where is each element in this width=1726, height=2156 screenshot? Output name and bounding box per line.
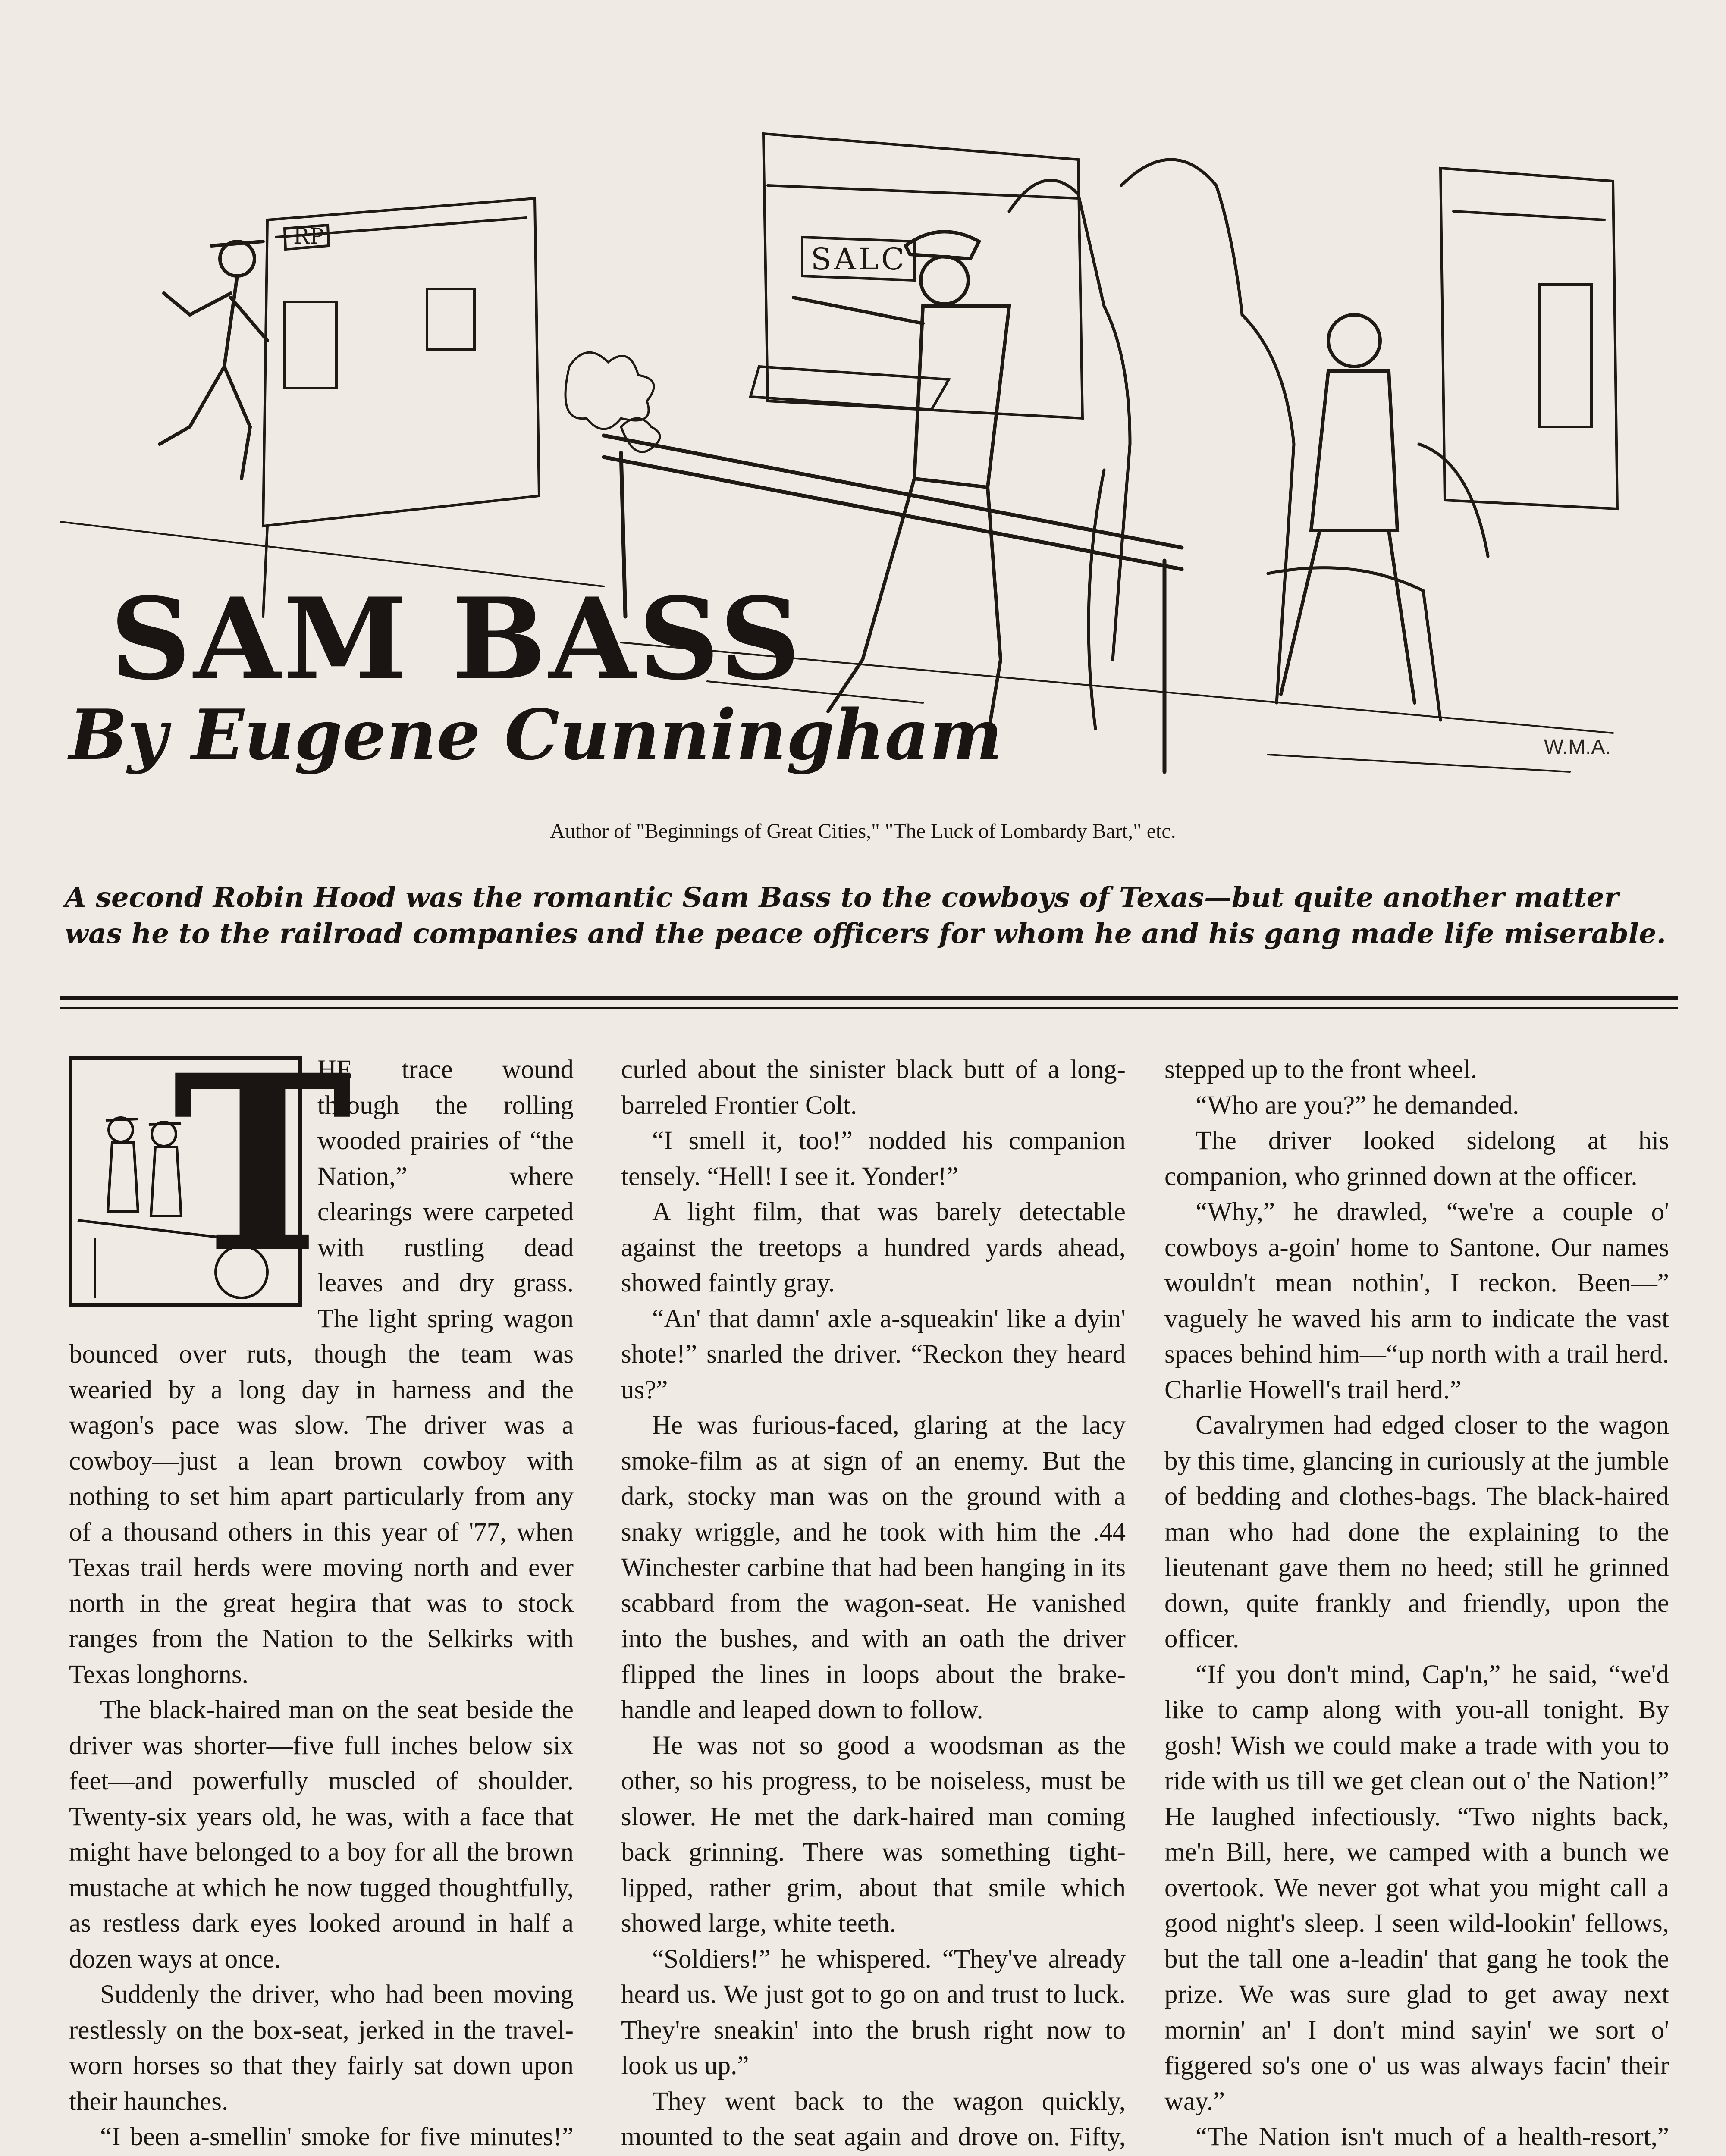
paragraph: The driver looked sidelong at his companion, who grinned down at the officer.: [1164, 1126, 1669, 1191]
paragraph: “If you don't mind, Cap'n,” he said, “we'd like to camp along with you-all tonight. By gosh! Wish we could make a trade with you to ride with us till we get clean out o' the Nation!” He laughed infectiously. “Two nights back, me'n Bill, here, we camped with a bunch we overtook. We never got what you might call a good night's sleep. I seen wild-lookin' fellows, but the tall one a-leadin' that gang he took the prize. We was sure glad to get away next mornin' an' I don't mind sayin' we sort o' figgered so's one o' us was always facin' their way.”: [1164, 1660, 1669, 2116]
sign-left-text: RP: [293, 224, 324, 249]
paragraph: Cavalrymen had edged closer to the wagon by this time, glancing in curiously at the jumble of bedding and clothes-bags. The black-haired man who had done the explaining to the lieutenant gave them no heed; still he grinned down, quite frankly and friendly, upon the officer.: [1164, 1411, 1669, 1653]
right-building-drawing: [1440, 168, 1617, 509]
text-column-1: [69, 1022, 574, 2156]
paragraph: He was not so good a woodsman as the other, so his progress, to be noiseless, must be slower. He met the dark-haired man coming back grinning. There was something tight-lipped, rather grim, about that smile which showed large, white teeth.: [621, 1731, 1126, 1938]
paragraph: “I been a-smellin' smoke for five minutes!”: [100, 2122, 574, 2151]
divider-rule-thin: [60, 1007, 1678, 1009]
drop-cap: [69, 1022, 352, 1307]
paragraph: “Soldiers!” he whispered. “They've already heard us. We just got to go on and trust to luck. They're sneakin' into the brush right now to look us up.”: [621, 1944, 1126, 2080]
story-title: SAM BASS: [110, 573, 803, 705]
paragraph: curled about the sinister black butt of a long-barreled Frontier Colt.: [621, 1055, 1126, 1120]
paragraph: Suddenly the driver, who had been moving restlessly on the box-seat, jerked in the travel-worn horses so that they fairly sat down upon their haunches.: [69, 1980, 574, 2116]
signs-drawing: [293, 224, 907, 277]
paragraph: “Who are you?” he demanded.: [1196, 1091, 1519, 1120]
divider-rule-thick: [60, 996, 1678, 1000]
running-man-drawing: [160, 241, 267, 479]
paragraph: He was furious-faced, glaring at the lacy smoke-film as at sign of an enemy. But the dark, stocky man was on the ground with a snaky wriggle, and he took with him the .44 Winchester carbine that had been hanging in its scabbard from the wagon-seat. He vanished into the bushes, and with an oath the driver flipped the lines in loops about the brake-handle and leaped down to follow.: [621, 1411, 1126, 1724]
paragraph: “I smell it, too!” nodded his companion tensely. “Hell! I see it. Yonder!”: [621, 1126, 1126, 1191]
paragraph: “Why,” he drawled, “we're a couple o' cowboys a-goin' home to Santone. Our names wouldn't mean nothin', I reckon. Been—” vaguely he waved his arm to indicate the vast spaces behind him—“up north with a trail herd. Charlie Howell's trail herd.”: [1164, 1197, 1669, 1404]
paragraph: “The Nation isn't much of a health-resort,”: [1196, 2122, 1669, 2151]
paragraph: They went back to the wagon quickly, mounted to the seat again and drove on. Fifty,: [621, 2087, 1126, 2151]
paragraph: The black-haired man on the seat beside the driver was shorter—five full inches below six feet—and powerfully muscled of shoulder. Twenty-six years old, he was, with a face that might have belonged to a boy for all the brown mustache at which he now tugged thoughtfully, as restless dark eyes looked around in half a dozen ways at once.: [69, 1695, 574, 1974]
paragraph: “An' that damn' axle a-squeakin' like a dyin' shote!” snarled the driver. “Reckon they heard us?”: [621, 1304, 1126, 1404]
paragraph: A light film, that was barely detectable against the treetops a hundred yards ahead, showed faintly gray.: [621, 1197, 1126, 1297]
paragraph: stepped up to the front wheel.: [1164, 1055, 1478, 1084]
sign-saloon-text: SALC: [811, 241, 907, 277]
text-column-3: [1164, 1052, 1669, 2156]
artist-signature: W.M.A.: [1544, 736, 1611, 758]
paragraph: HE trace wound through the rolling wooded prairies of “the Nation,” where clearings were carpeted with rustling dead leaves and dry grass. The light spring wagon bounced over ruts, though the team was wearied by a long day in harness and the wagon's pace was slow. The driver was a cowboy—just a lean brown cowboy with nothing to set him apart particularly from any of a thousand others in this year of '77, when Texas trail herds were moving north and ever north in the great hegira that was to stock ranges from the Nation to the Selkirks with Texas longhorns.: [69, 1055, 574, 1689]
author-credit: Author of "Beginnings of Great Cities," "The Luck of Lombardy Bart," etc.: [550, 820, 1176, 843]
byline: By Eugene Cunningham: [69, 694, 1003, 775]
drop-cap-letter: T: [173, 1022, 352, 1306]
saloon-building-drawing: [750, 134, 1083, 418]
boy-drawing: [1281, 315, 1415, 703]
text-column-2: [621, 1052, 1126, 2156]
left-building-drawing: [263, 198, 539, 617]
horses-drawing: [1009, 160, 1488, 729]
lede-paragraph: A second Robin Hood was the romantic Sam Bass to the cowboys of Texas—but quite another matter was he to the railroad companies and the peace officers for whom he and his gang made life miserable.: [65, 881, 1666, 950]
